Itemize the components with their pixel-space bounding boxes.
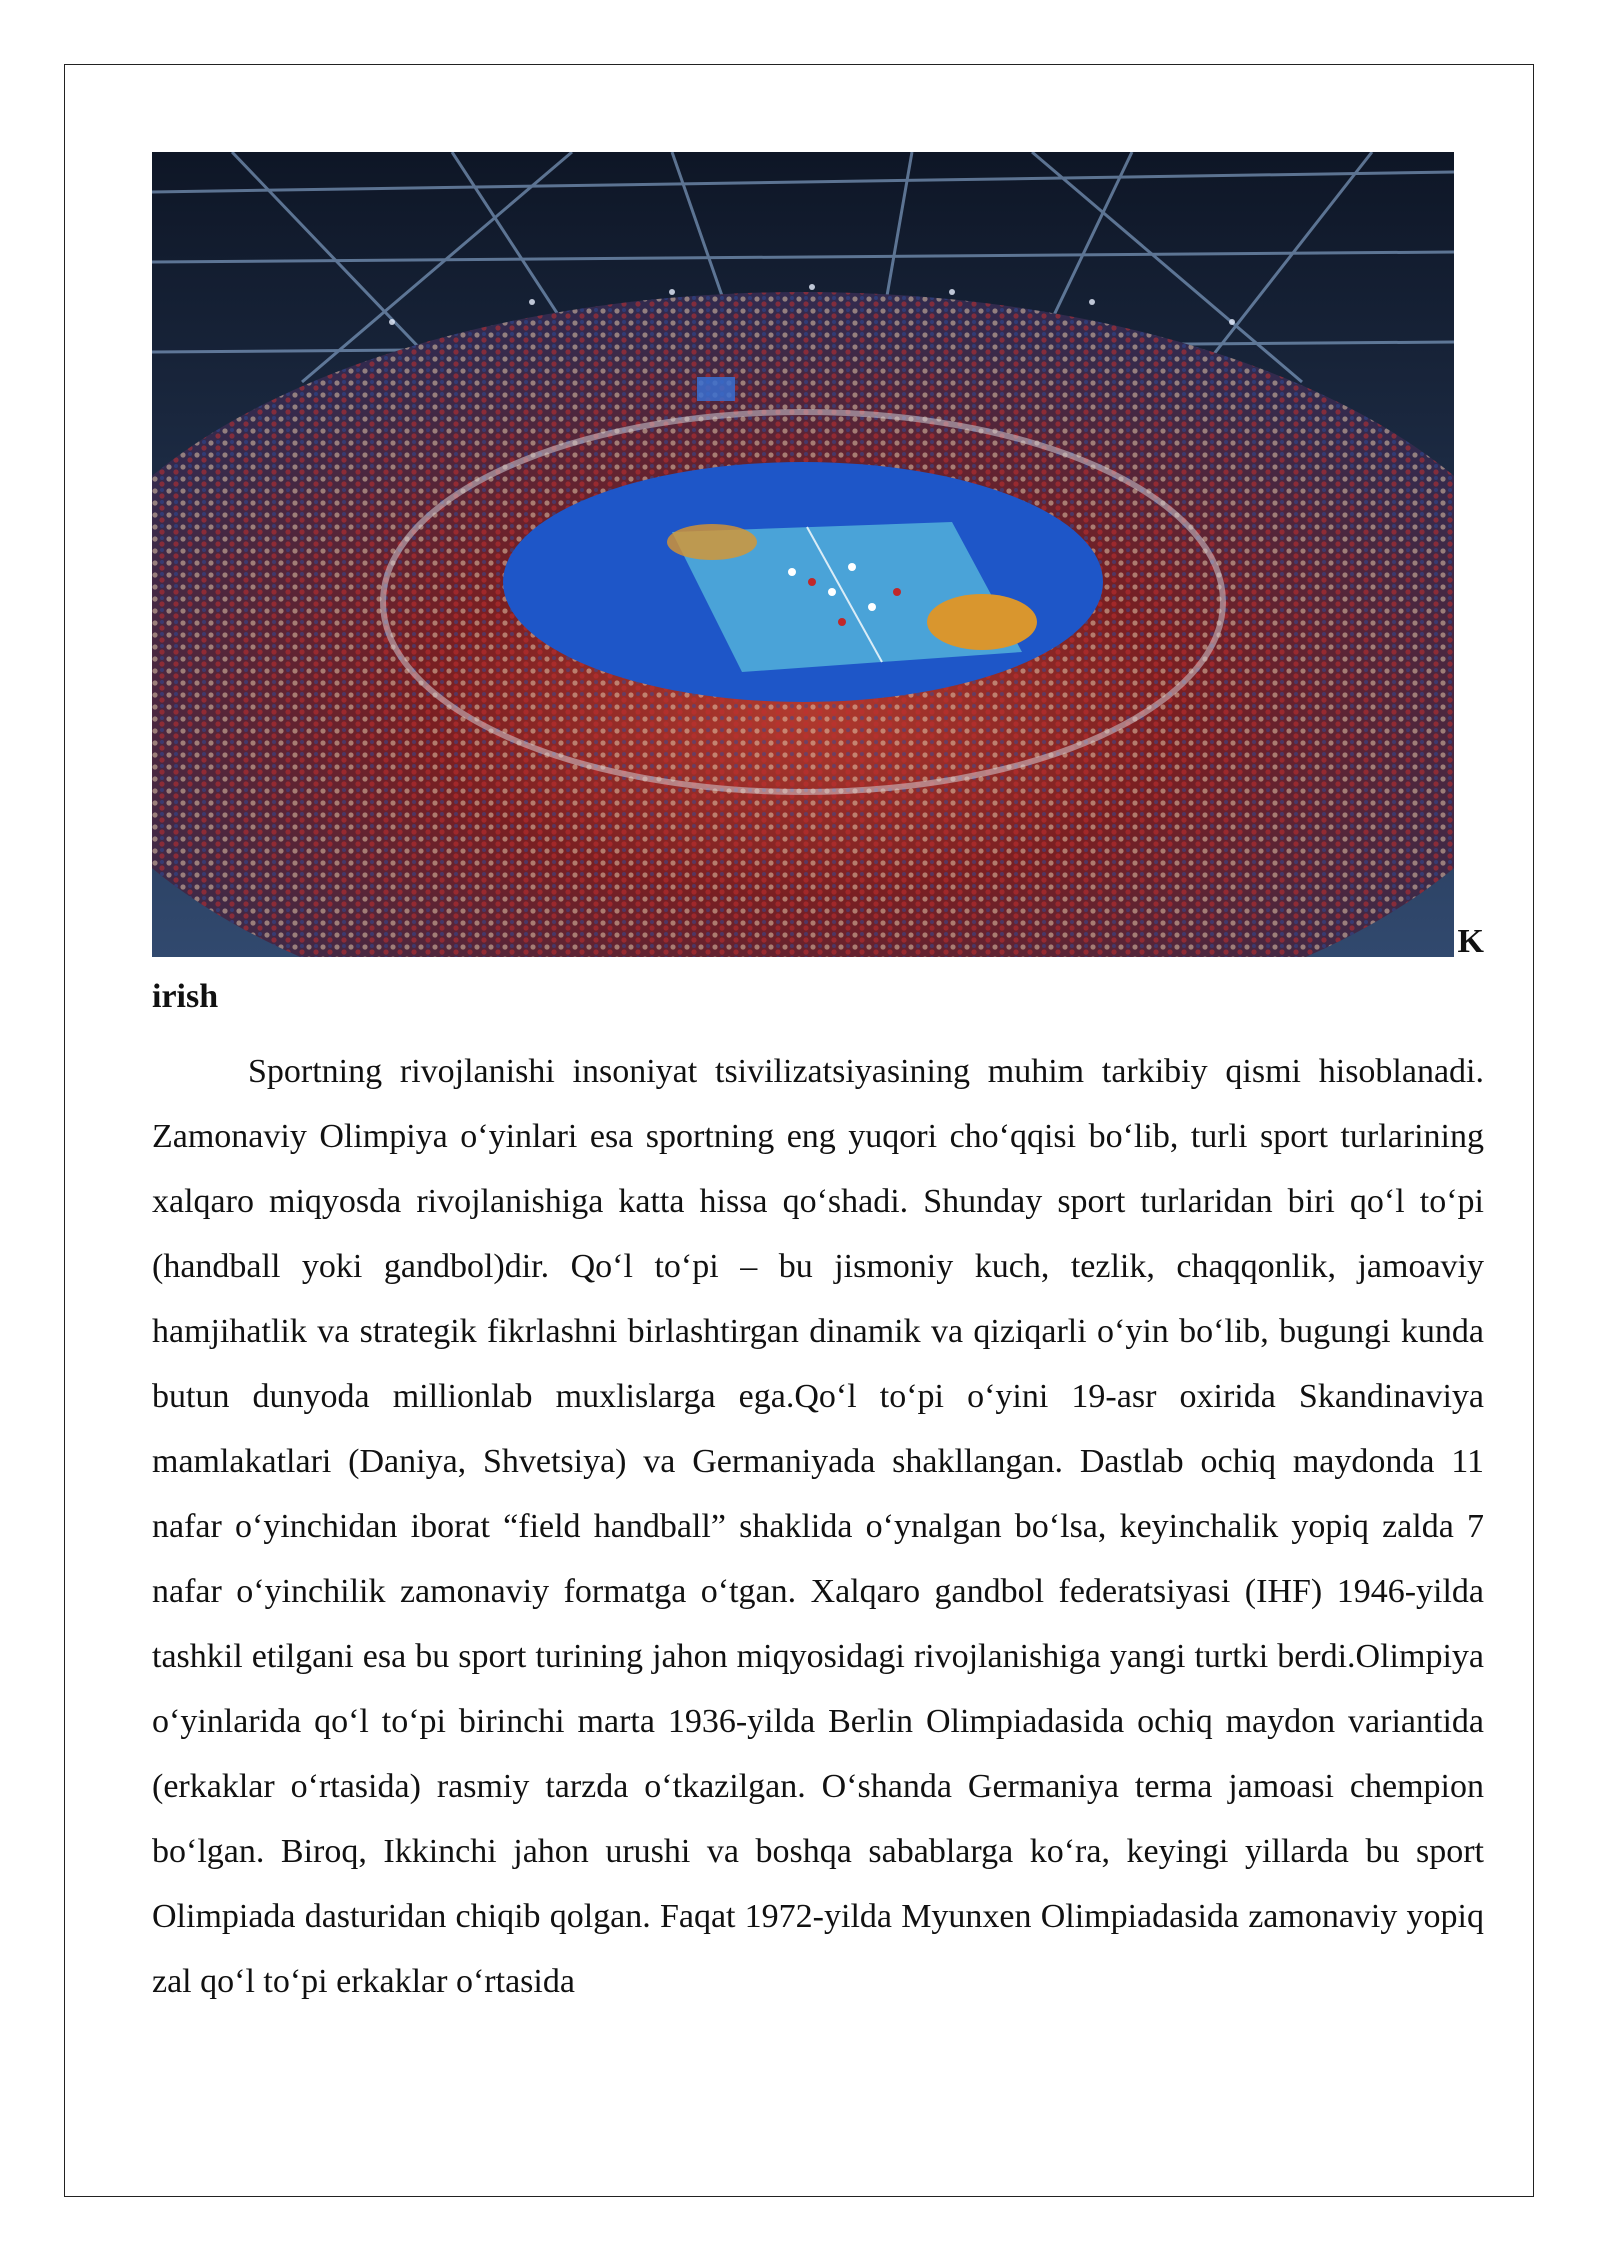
body-paragraph: Sportning rivojlanishi insoniyat tsivilizatsiyasining muhim tarkibiy qismi hisoblanadi. Zamonaviy Olimpiya o‘yinlari esa sportning eng yuqori cho‘qqisi bo‘lib, turli sport turlarining xalqaro miqyosda rivojlanishiga katta hissa qo‘shadi. Shunday sport turlaridan biri qo‘l to‘pi (handball yoki gandbol)dir. Qo‘l to‘pi – bu jismoniy kuch, tezlik, chaqqonlik, jamoaviy hamjihatlik va strategik fikrlashni birlashtirgan dinamik va qiziqarli o‘yin bo‘lib, bugungi kunda butun dunyoda millionlab muxlislarga ega.Qo‘l to‘pi o‘yini 19-asr oxirida Skandinaviya mamlakatlari (Daniya, Shvetsiya) va Germaniyada shakllangan. Dastlab ochiq maydonda 11 nafar o‘yinchidan iborat “field handball” shaklida o‘ynalgan bo‘lsa, keyinchalik yopiq zalda 7 nafar o‘yinchilik zamonaviy formatga o‘tgan. Xalqaro gandbol federatsiyasi (IHF) 1946-yilda tashkil etilgani esa bu sport turining jahon miqyosidagi rivojlanishiga yangi turtki berdi.Olimpiya o‘yinlarida qo‘l to‘pi birinchi marta 1936-yilda Berlin Olimpiadasida ochiq maydon variantida (erkaklar o‘rtasida) rasmiy tarzda o‘tkazilgan. O‘shanda Germaniya terma jamoasi chempion bo‘lgan. Biroq, Ikkinchi jahon urushi va boshqa sabablarga ko‘ra, keyingi yillarda bu sport Olimpiada dasturidan chiqib qolgan. Faqat 1972-yilda Myunxen Olimpiadasida zamonaviy yopiq zal qo‘l to‘pi erkaklar o‘rtasida bbox=[152, 1053, 1484, 2000]
heading-first-letter: K bbox=[1457, 923, 1484, 960]
arena-photo-illustration bbox=[152, 152, 1454, 957]
section-heading: irish bbox=[152, 978, 219, 1015]
arena-photo bbox=[152, 152, 1454, 957]
photo-row bbox=[152, 152, 1484, 960]
document-content bbox=[152, 152, 1484, 2014]
